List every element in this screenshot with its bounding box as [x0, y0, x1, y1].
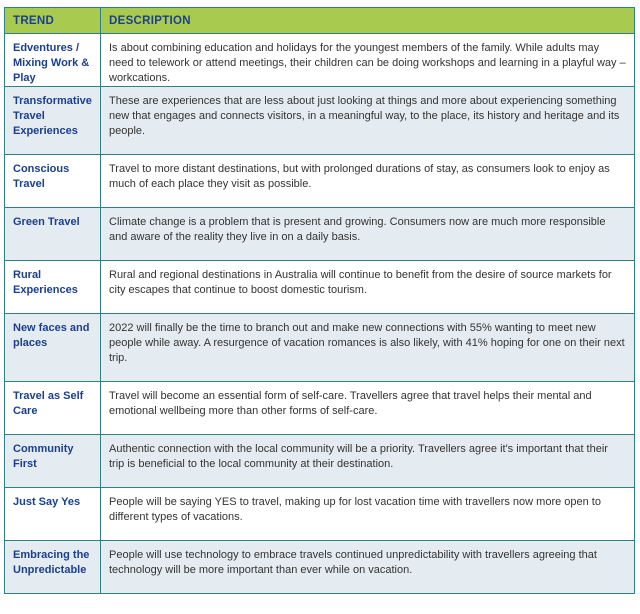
- description-cell: Travel will become an essential form of self-care. Travellers agree that travel helps their mental and emotional wellbeing more than other forms of self-care.: [101, 382, 635, 435]
- description-cell: People will use technology to embrace travels continued unpredictability with travellers agreeing that technology will be more important than ever while on vacation.: [101, 541, 635, 594]
- description-cell: Rural and regional destinations in Australia will continue to benefit from the desire of source markets for city escapes that continue to boost domestic tourism.: [101, 261, 635, 314]
- description-cell: Is about combining education and holidays for the youngest members of the family. While adults may need to telework or attend meetings, their children can be doing workshops and learning in a playful way – workcations.: [101, 34, 635, 87]
- description-cell: Travel to more distant destinations, but with prolonged durations of stay, as consumers look to enjoy as much of each place they visit as possible.: [101, 155, 635, 208]
- trend-cell: Transformative Travel Experiences: [5, 87, 101, 155]
- table-row: [5, 435, 635, 488]
- table-row: [5, 488, 635, 541]
- header-description: DESCRIPTION: [101, 8, 635, 34]
- trend-cell: Travel as Self Care: [5, 382, 101, 435]
- trends-table-container: [4, 7, 634, 594]
- trends-table: [4, 7, 635, 594]
- trend-cell: Rural Experiences: [5, 261, 101, 314]
- description-cell: People will be saying YES to travel, making up for lost vacation time with travellers now more open to different types of vacations.: [101, 488, 635, 541]
- description-cell: These are experiences that are less about just looking at things and more about experiencing something new that engages and connects visitors, in a meaningful way, to the place, its history and heritage and its people.: [101, 87, 635, 155]
- table-row: [5, 34, 635, 87]
- table-header-row: [5, 8, 635, 34]
- table-row: [5, 87, 635, 155]
- trend-cell: Community First: [5, 435, 101, 488]
- description-cell: Climate change is a problem that is present and growing. Consumers now are much more responsible and aware of the reality they live in on a daily basis.: [101, 208, 635, 261]
- table-row: [5, 261, 635, 314]
- trend-cell: Conscious Travel: [5, 155, 101, 208]
- table-row: [5, 541, 635, 594]
- trend-cell: Green Travel: [5, 208, 101, 261]
- table-row: [5, 382, 635, 435]
- trend-cell: Just Say Yes: [5, 488, 101, 541]
- trend-cell: New faces and places: [5, 314, 101, 382]
- header-trend: TREND: [5, 8, 101, 34]
- table-row: [5, 155, 635, 208]
- trend-cell: Embracing the Unpredictable: [5, 541, 101, 594]
- description-cell: 2022 will finally be the time to branch out and make new connections with 55% wanting to meet new people while away. A resurgence of vacation romances is also likely, with 41% hoping for one on their next trip.: [101, 314, 635, 382]
- trend-cell: Edventures / Mixing Work & Play: [5, 34, 101, 87]
- description-cell: Authentic connection with the local community will be a priority. Travellers agree it's important that their trip is beneficial to the local community at their destination.: [101, 435, 635, 488]
- table-row: [5, 208, 635, 261]
- table-row: [5, 314, 635, 382]
